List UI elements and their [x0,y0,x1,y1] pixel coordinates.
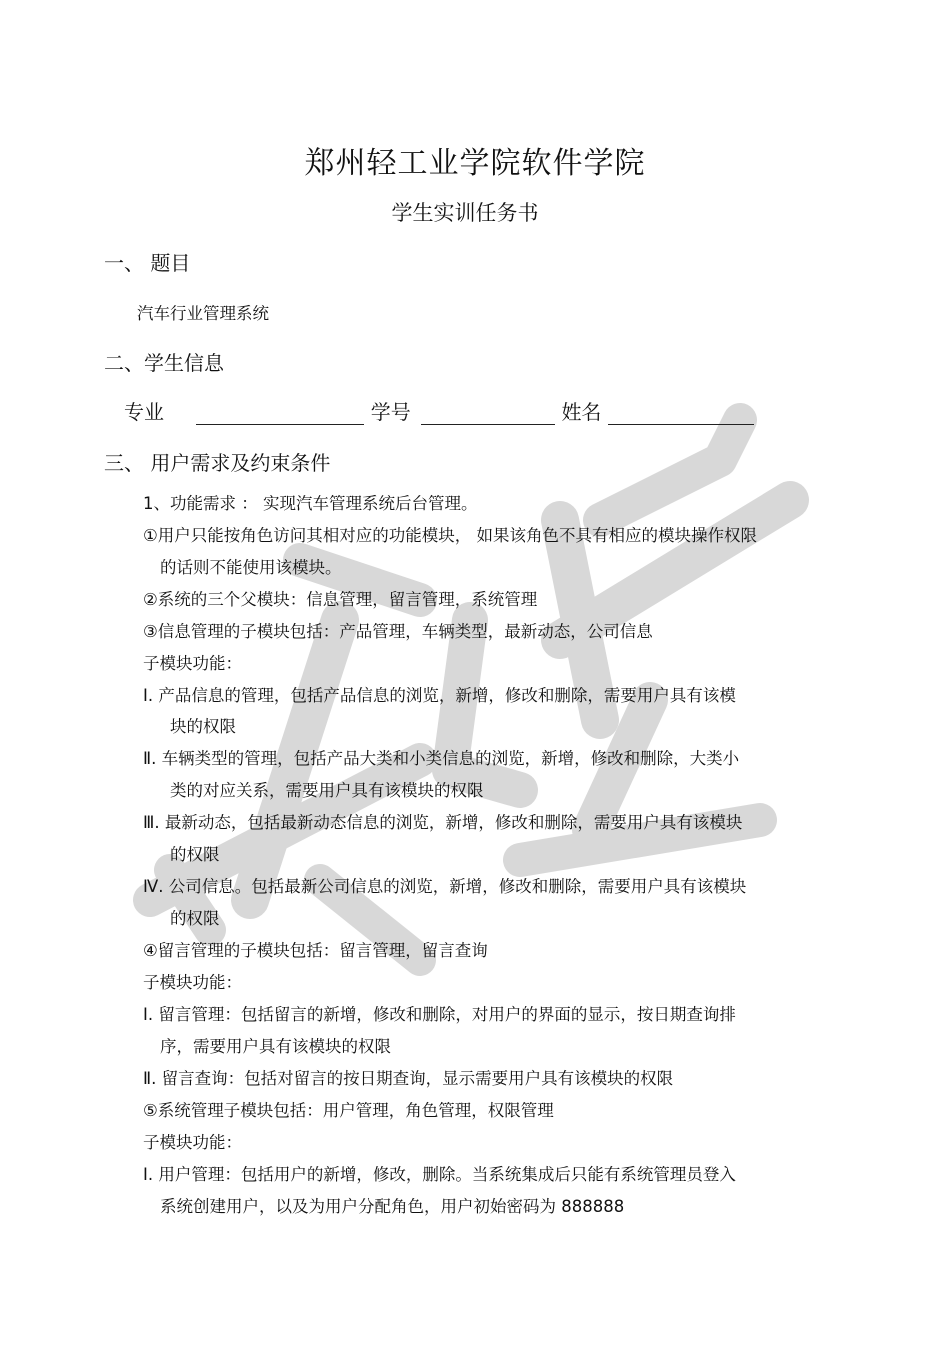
student-info-row [124,396,754,425]
student-name-label: 姓名 [561,400,602,424]
requirement-line: Ⅰ. 留言管理：包括留言的新增，修改和删除，对用户的界面的显示，按日期查询排 [143,1005,736,1024]
requirement-line: ⑤系统管理子模块包括：用户管理，角色管理，权限管理 [143,1101,554,1120]
requirement-line: ②系统的三个父模块：信息管理，留言管理，系统管理 [143,590,538,609]
requirement-line: Ⅱ. 留言查询：包括对留言的按日期查询，显示需要用户具有该模块的权限 [143,1069,674,1088]
major-label: 专业 [124,400,164,424]
requirement-line: 的权限 [170,909,220,928]
section-heading-student-info: 二、学生信息 [104,351,224,375]
requirement-line: 子模块功能： [143,654,242,673]
requirement-line: Ⅰ. 产品信息的管理，包括产品信息的浏览，新增，修改和删除，需要用户具有该模 [143,686,736,705]
requirement-line: 序，需要用户具有该模块的权限 [160,1037,391,1056]
requirement-line: Ⅳ. 公司信息。包括最新公司信息的浏览，新增，修改和删除，需要用户具有该模块 [143,877,747,896]
requirement-line: ④留言管理的子模块包括：留言管理，留言查询 [143,941,488,960]
document-title: 郑州轻工业学院软件学院 [304,146,646,181]
requirement-line: ①用户只能按角色访问其相对应的功能模块， 如果该角色不具有相应的模块操作权限 [143,526,758,545]
student-name-blank[interactable] [608,402,754,425]
student-id-label: 学号 [370,400,411,424]
topic-content: 汽车行业管理系统 [137,304,269,323]
requirement-line: Ⅲ. 最新动态，包括最新动态信息的浏览，新增，修改和删除，需要用户具有该模块 [143,813,743,832]
requirement-line: 1、功能需求 ： 实现汽车管理系统后台管理。 [143,494,478,513]
requirement-line: 子模块功能： [143,1133,242,1152]
major-blank[interactable] [196,402,364,425]
section-heading-topic: 一、 题目 [104,251,191,275]
requirement-line: 类的对应关系，需要用户具有该模块的权限 [170,781,484,800]
requirement-line: Ⅱ. 车辆类型的管理，包括产品大类和小类信息的浏览，新增，修改和删除，大类小 [143,749,740,768]
requirement-line: 系统创建用户，以及为用户分配角色，用户初始密码为 888888 [160,1197,625,1216]
document-subtitle: 学生实训任务书 [391,201,539,225]
requirement-line: 块的权限 [170,717,236,736]
requirement-line: 子模块功能： [143,973,242,992]
student-id-blank[interactable] [421,402,555,425]
requirement-line: 的权限 [170,845,220,864]
section-heading-requirements: 三、 用户需求及约束条件 [104,451,331,475]
requirement-line: 的话则不能使用该模块。 [160,558,342,577]
requirement-line: Ⅰ. 用户管理：包括用户的新增，修改，删除。当系统集成后只能有系统管理员登入 [143,1165,736,1184]
requirement-line: ③信息管理的子模块包括：产品管理，车辆类型，最新动态，公司信息 [143,622,653,641]
